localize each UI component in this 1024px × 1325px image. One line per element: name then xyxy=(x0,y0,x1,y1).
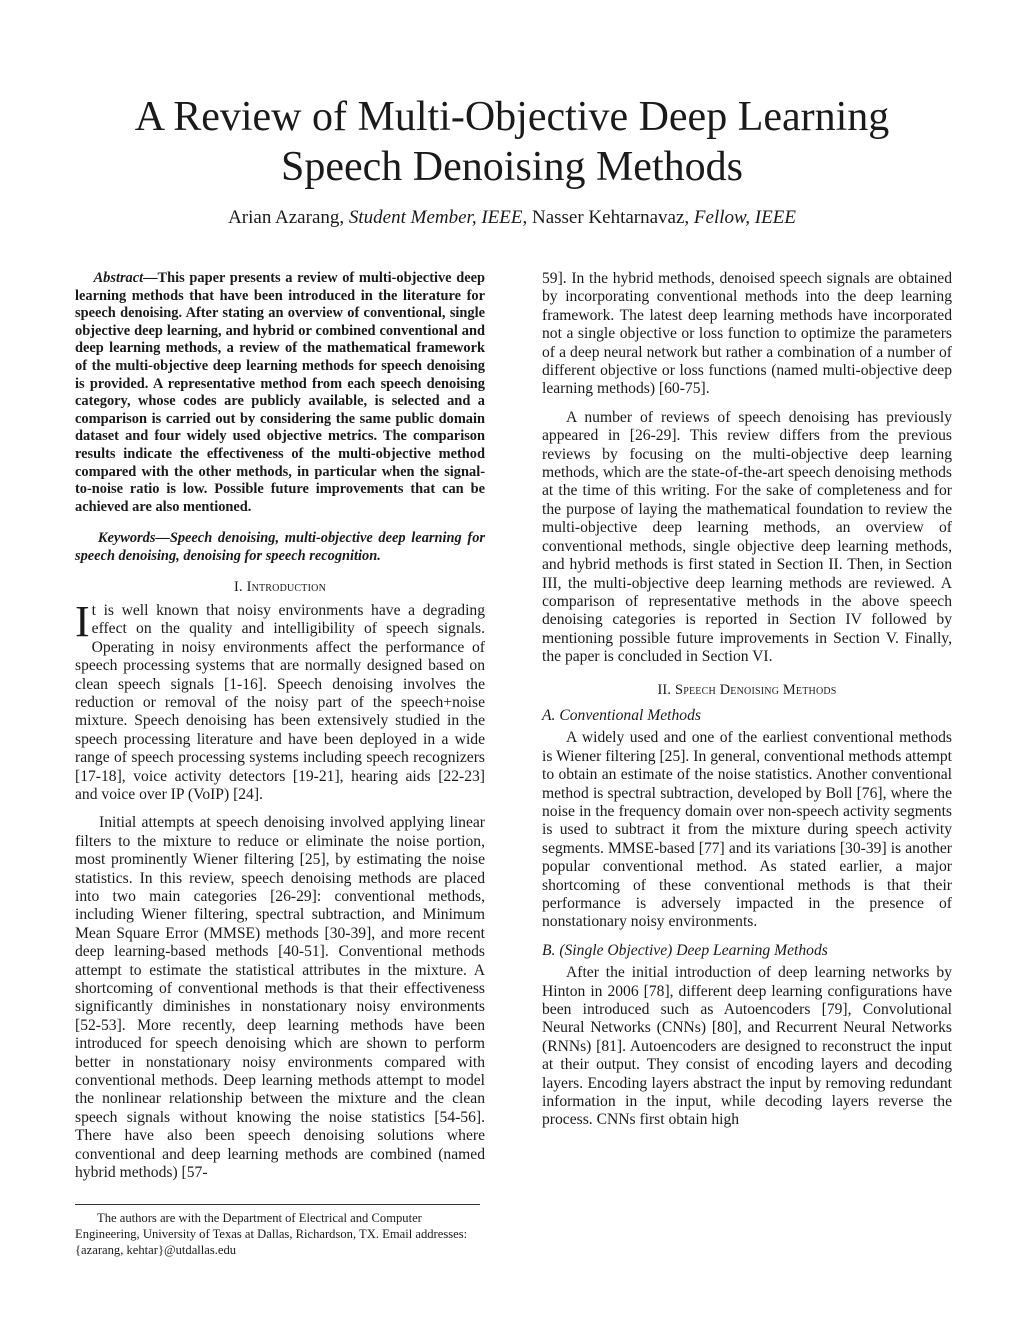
author-separator: , Nasser Kehtarnavaz, xyxy=(522,207,694,228)
subsection-a-heading: A. Conventional Methods xyxy=(542,706,701,724)
abstract-label: Abstract xyxy=(93,270,144,286)
abstract-text: —This paper presents a review of multi-objective deep learning methods that have been introduced in the literature for speech denoising. After stating an overview of conventional, single objective deep learning, and hybrid or combined conventional and deep learning methods, a review of the mathematical framework of the multi-objective deep learning methods for speech denoising is provided. A representative method from each speech denoising category, whose codes are publicly available, is selected and a comparison is carried out by considering the same public domain dataset and four widely used objective metrics. The comparison results indicate the effectiveness of the multi-objective method compared with the other methods, in particular when the signal-to-noise ratio is low. Possible future improvements that can be achieved are also mentioned. xyxy=(75,270,485,515)
title-line-2: Speech Denoising Methods xyxy=(281,144,743,190)
section-1-number: I. xyxy=(233,578,247,595)
keywords-text: Keywords—Speech denoising, multi-objective deep learning for speech denoising, denoising for speech recognition. xyxy=(75,530,485,564)
left-column xyxy=(75,270,485,1193)
author-2-role: Fellow, IEEE xyxy=(693,207,796,228)
section-2-title: Speech Denoising Methods xyxy=(675,681,837,698)
deep-learning-paragraph: After the initial introduction of deep learning networks by Hinton in 2006 [78], different deep learning configurations have been introduced such as Autoencoders [79], Convolutional Neural Networks (CNNs) [80], and Recurrent Neural Networks (RNNs) [81]. Autoencoders are designed to reconstruct the input at their output. They consist of encoding layers and decoding layers. Encoding layers abstract the input by removing redundant information in the input, while decoding layers reverse the process. CNNs first obtain high xyxy=(542,964,952,1129)
drop-cap: I xyxy=(75,596,90,646)
intro-paragraph-1 xyxy=(75,596,485,804)
section-1-title: Introduction xyxy=(246,578,326,595)
section-2-number: II. xyxy=(657,681,676,698)
author-line xyxy=(0,206,1024,230)
intro-paragraph-3: 59]. In the hybrid methods, denoised speech signals are obtained by incorporating conventional methods into the deep learning framework. The latest deep learning methods have incorporated not a single objective or loss function to optimize the parameters of a deep neural network but rather a combination of a number of different objective or loss functions (named multi-objective deep learning methods) [60-75]. xyxy=(542,270,952,398)
footnote-text: The authors are with the Department of Electrical and Computer Engineering, University of Texas at Dallas, Richardson, TX. Email addresses: {azarang, kehtar}@utdallas.edu xyxy=(75,1211,468,1257)
right-column xyxy=(542,270,952,1140)
paper-title xyxy=(0,92,1024,192)
intro-paragraph-2: Initial attempts at speech denoising involved applying linear filters to the mixture to reduce or eliminate the noise portion, most prominently Wiener filtering [25], by estimating the noise statistics. In this review, speech denoising methods are placed into two main categories [26-29]: conventional methods, including Wiener filtering, spectral subtraction, and Minimum Mean Square Error (MMSE) methods [30-39], and more recent deep learning-based methods [40-51]. Conventional methods attempt to estimate the statistical attributes in the mixture. A shortcoming of conventional methods is that their effectiveness significantly diminishes in nonstationary noisy environments [52-53]. More recently, deep learning methods have been introduced for speech denoising which are shown to perform better in nonstationary noisy environments compared with conventional methods. Deep learning methods attempt to model the nonlinear relationship between the mixture and the clean speech signals without knowing the noise statistics [54-56]. There have also been speech denoising solutions where conventional and deep learning methods are combined (named hybrid methods) [57- xyxy=(75,814,485,1182)
keywords xyxy=(75,530,485,565)
section-1-heading xyxy=(75,578,485,596)
intro-paragraph-4: A number of reviews of speech denoising has previously appeared in [26-29]. This review differs from the previous reviews by focusing on the multi-objective deep learning methods, which are the state-of-the-art speech denoising methods at the time of this writing. For the sake of completeness and for the purpose of laying the mathematical foundation to review the multi-objective deep learning methods, an overview of conventional methods, single objective deep learning methods, and hybrid methods is first stated in Section II. Then, in Section III, the multi-objective deep learning methods are reviewed. A comparison of representative methods in the above speech denoising categories is reported in Section IV followed by mentioning possible future improvements in Section V. Finally, the paper is concluded in Section VI. xyxy=(542,408,952,666)
conventional-methods-paragraph: A widely used and one of the earliest conventional methods is Wiener filtering [25]. In general, conventional methods attempt to obtain an estimate of the noise statistics. Another conventional method is spectral subtraction, developed by Boll [76], where the noise in the frequency domain over non-speech activity segments is used to subtract it from the mixture during speech activity segments. MMSE-based [77] and its variations [30-39] is another popular conventional method. As stated earlier, a major shortcoming of these conventional methods is that their performance is adversely impacted in the presence of nonstationary noisy environments. xyxy=(542,729,952,931)
section-2-heading xyxy=(542,681,952,699)
title-line-1: A Review of Multi-Objective Deep Learning xyxy=(134,94,890,140)
intro-paragraph-1-text: t is well known that noisy environments have a degrading effect on the quality and intelligibility of speech signals. Operating in noisy environments affect the performance of speech processing systems that are normally designed based on clean speech signals [1-16]. Speech denoising involves the reduction or removal of the noisy part of the speech+noise mixture. Speech denoising has been extensively studied in the speech processing literature and have been deployed in a wide range of speech processing systems including speech recognizers [17-18], voice activity detectors [19-21], hearing aids [22-23] and voice over IP (VoIP) [24]. xyxy=(75,601,485,803)
abstract xyxy=(75,270,485,516)
author-1-role: Student Member, IEEE xyxy=(348,207,523,228)
footnote-divider xyxy=(75,1204,480,1205)
footnote xyxy=(75,1210,485,1258)
subsection-b-heading: B. (Single Objective) Deep Learning Methods xyxy=(542,941,828,959)
author-1-name: Arian Azarang, xyxy=(228,207,349,228)
